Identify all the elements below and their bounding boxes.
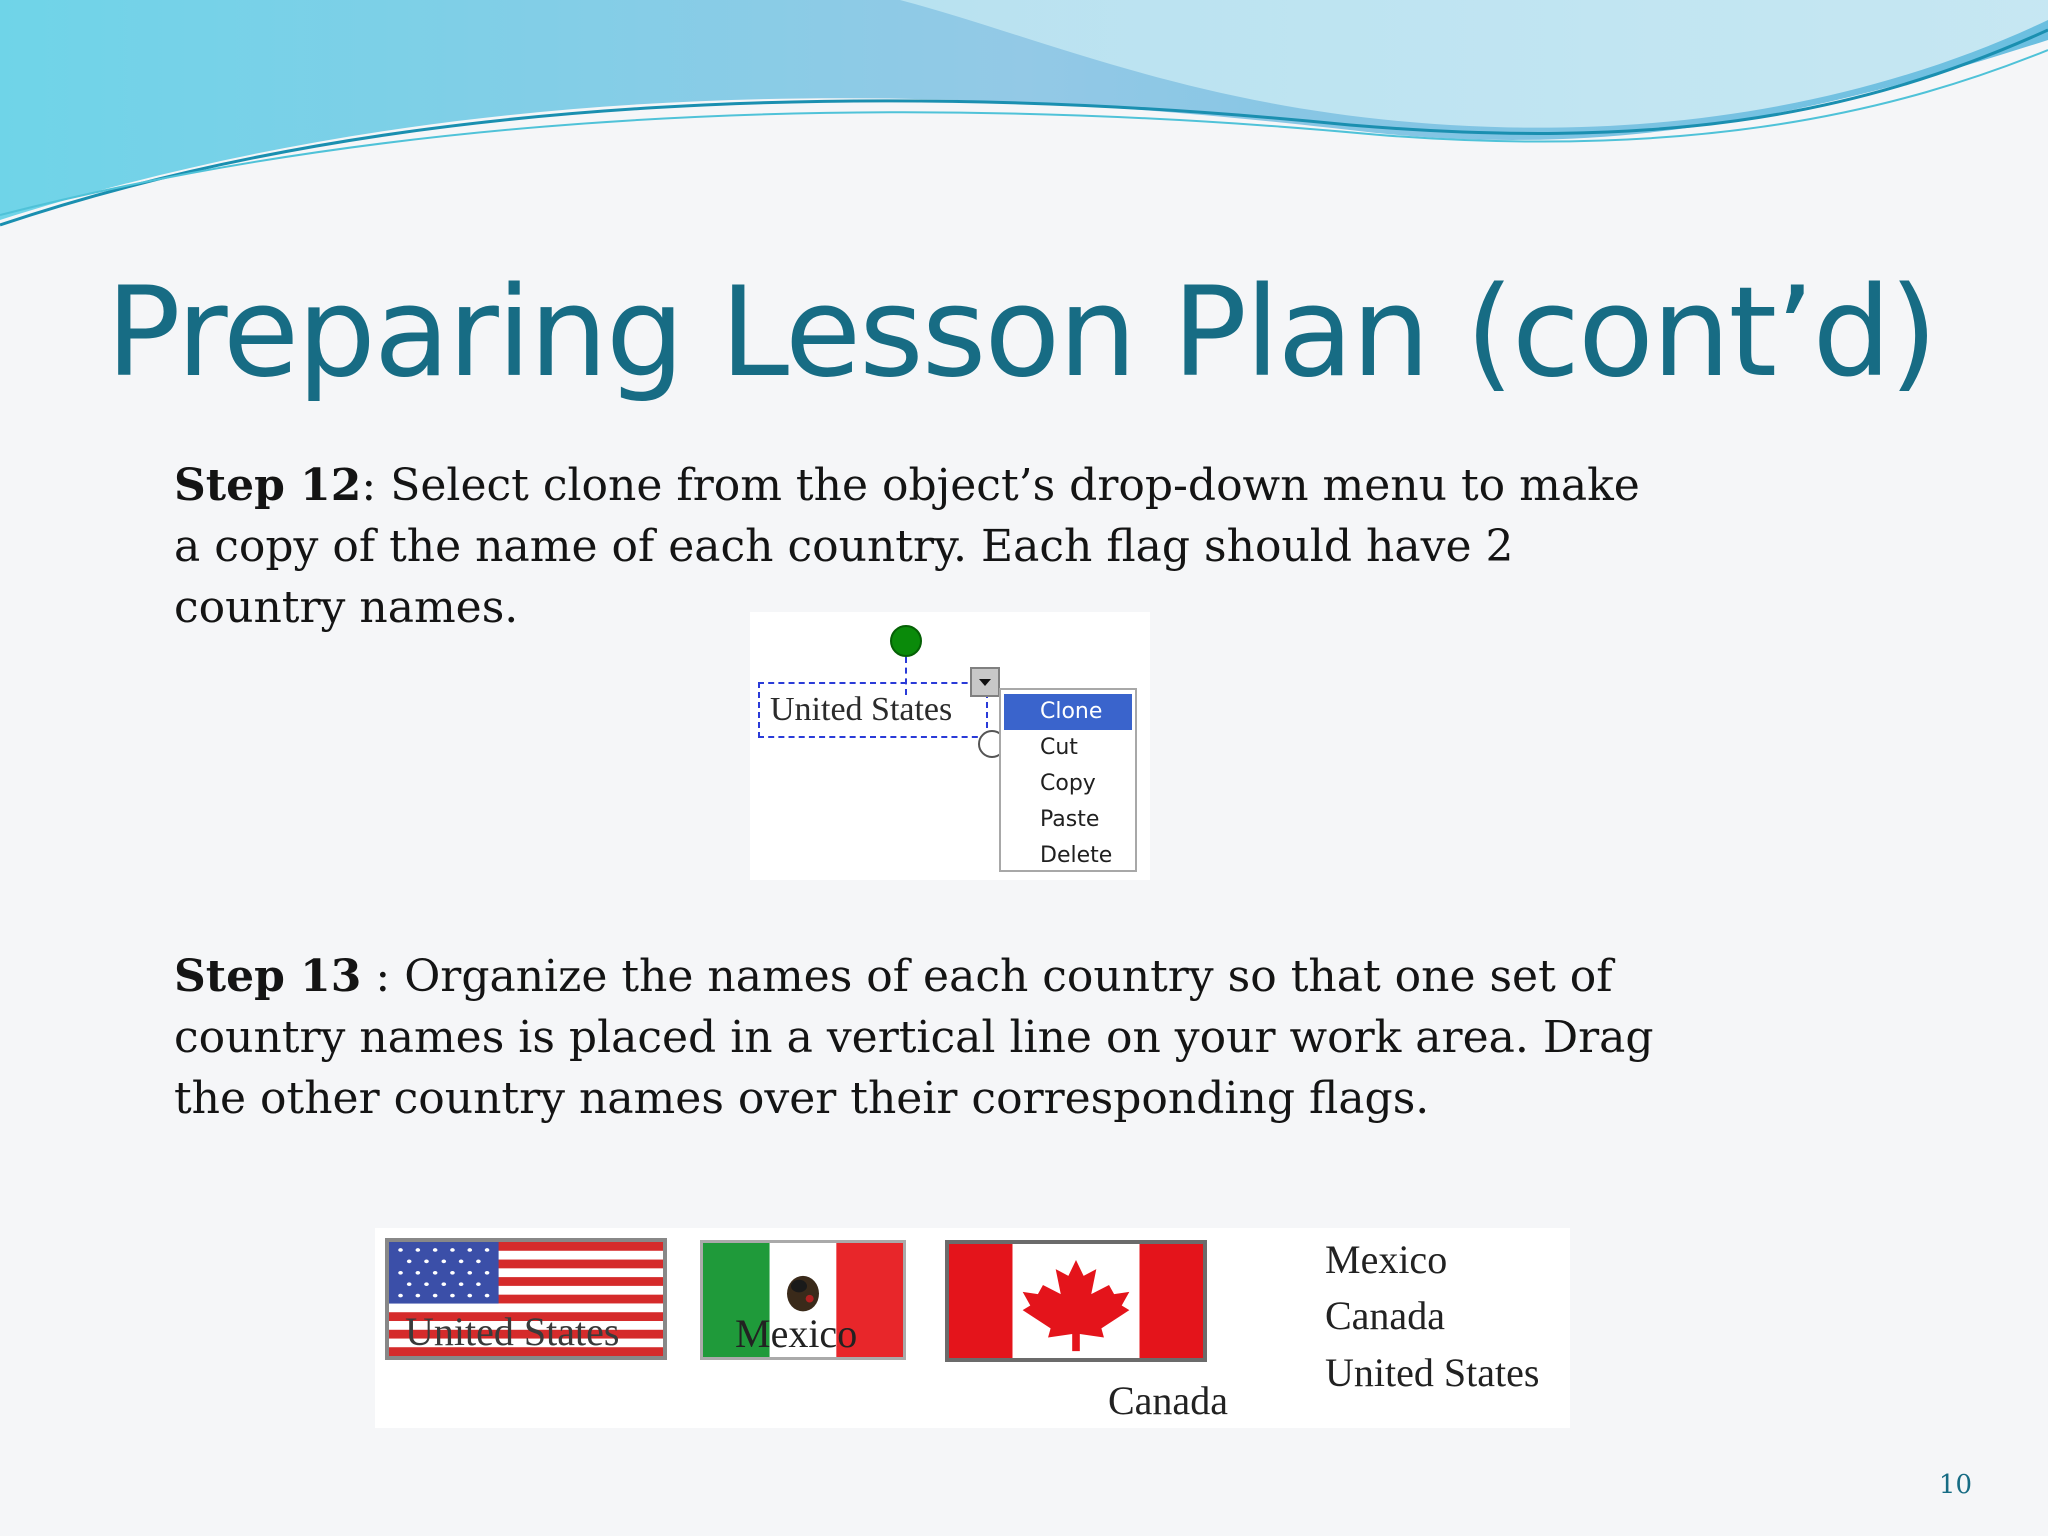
rotate-handle-icon bbox=[890, 625, 922, 657]
selected-text-object[interactable]: United States bbox=[758, 682, 988, 738]
step-13-text bbox=[174, 946, 1674, 1129]
flag-label-mexico[interactable]: Mexico bbox=[735, 1311, 858, 1356]
name-list-item[interactable]: Mexico bbox=[1325, 1237, 1448, 1282]
name-list-item[interactable]: Canada bbox=[1325, 1293, 1445, 1338]
step-13-body: : Organize the names of each country so that one set of country names is placed in a vertical line on your work area. Drag the other country names over their corresponding flags. bbox=[174, 951, 1654, 1124]
flag-label-canada[interactable]: Canada bbox=[1108, 1378, 1228, 1423]
step-12-body: : Select clone from the object’s drop-down menu to make a copy of the name of each country. Each flag should have 2 country names. bbox=[174, 460, 1640, 633]
page-number: 10 bbox=[1938, 1470, 1972, 1500]
canada-flag-icon bbox=[945, 1240, 1207, 1362]
menu-item-delete[interactable]: Delete bbox=[1040, 843, 1113, 868]
clone-menu-screenshot bbox=[750, 612, 1150, 880]
name-list-item[interactable]: United States bbox=[1325, 1350, 1540, 1395]
slide-title: Preparing Lesson Plan (cont’d) bbox=[106, 261, 1936, 405]
step-13-label: Step 13 bbox=[174, 951, 362, 1002]
menu-item-cut[interactable]: Cut bbox=[1040, 735, 1078, 760]
flags-screenshot bbox=[375, 1228, 1570, 1428]
step-12-label: Step 12 bbox=[174, 460, 362, 511]
menu-item-paste[interactable]: Paste bbox=[1040, 807, 1100, 832]
dropdown-arrow-icon[interactable] bbox=[970, 667, 1000, 697]
menu-item-clone[interactable]: Clone bbox=[1004, 694, 1132, 730]
object-context-menu bbox=[999, 688, 1137, 872]
menu-item-copy[interactable]: Copy bbox=[1040, 771, 1096, 796]
flag-label-united-states[interactable]: United States bbox=[405, 1309, 620, 1354]
step-12-text bbox=[174, 455, 1674, 638]
header-wave-decoration bbox=[0, 0, 2048, 240]
